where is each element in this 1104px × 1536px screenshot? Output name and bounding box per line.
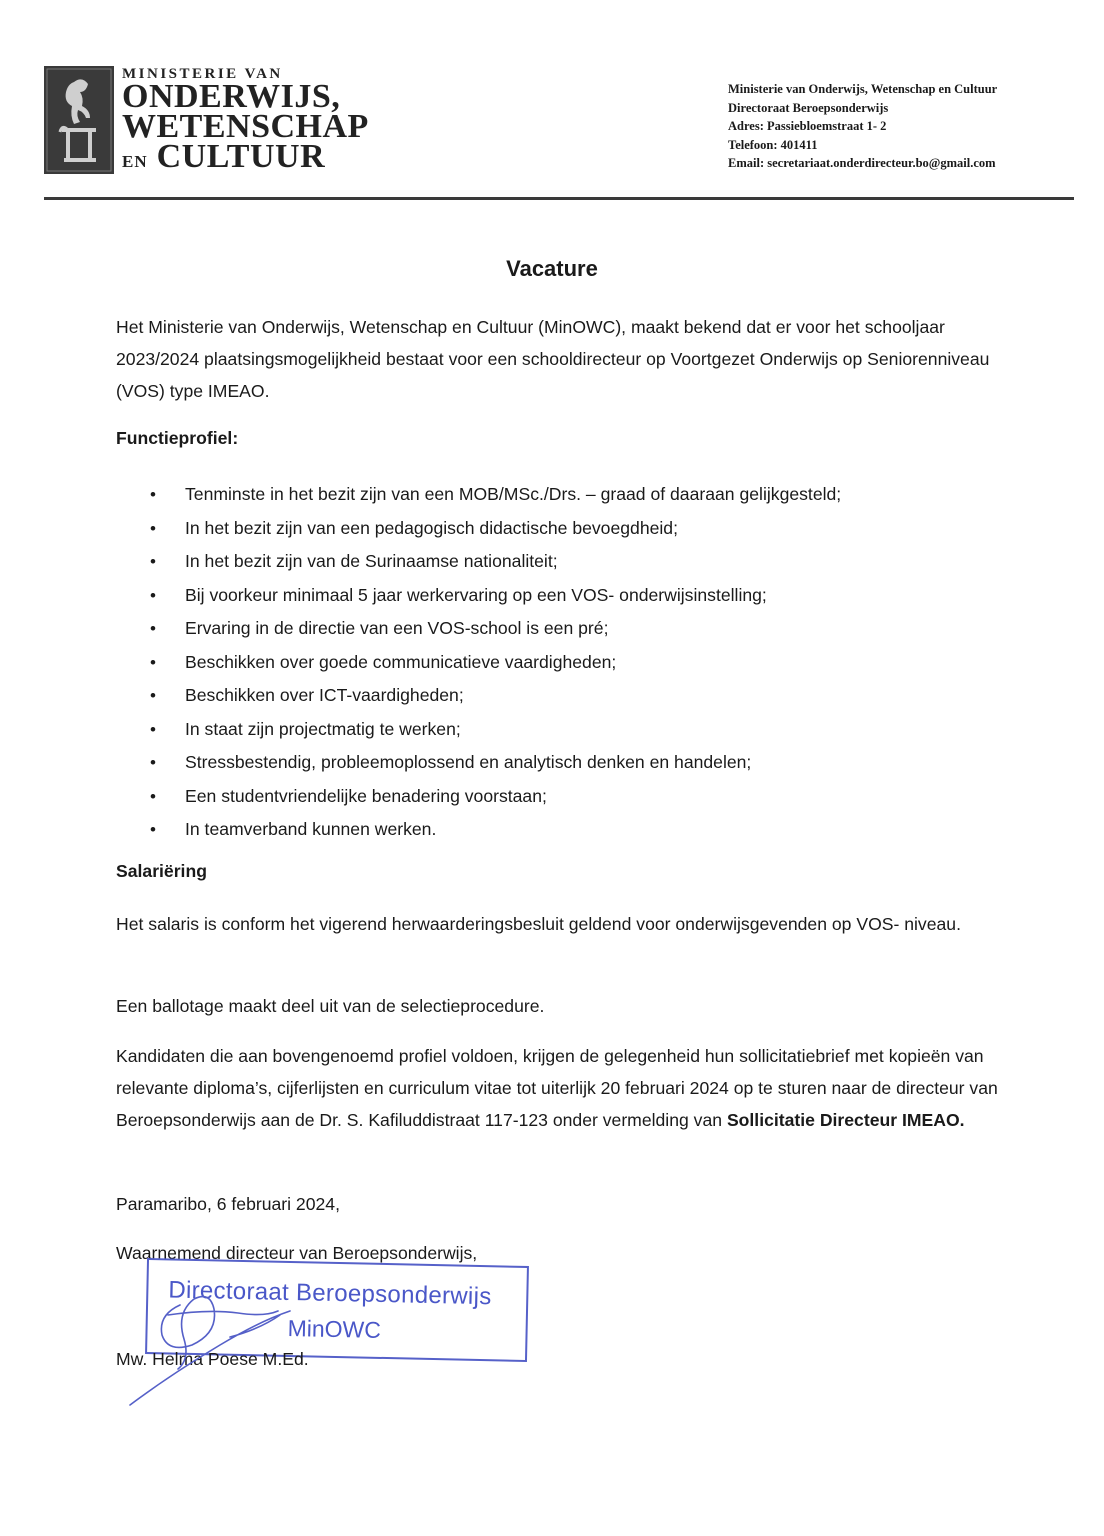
letterhead-divider — [44, 197, 1074, 200]
list-item: • Een studentvriendelijke benadering voorstaan; — [148, 780, 841, 814]
signatory-name: Mw. Helma Poese M.Ed. — [116, 1349, 309, 1369]
list-item: • Stressbestendig, probleemoplossend en analytisch denken en handelen; — [148, 746, 841, 780]
logo-word-cultuur: CULTUUR — [156, 138, 326, 175]
address-street: Adres: Passiebloemstraat 1- 2 — [728, 119, 887, 133]
list-item: • Beschikken over ICT-vaardigheden; — [148, 679, 841, 713]
logo-line-wetenschap: WETENSCHAP — [122, 108, 369, 145]
list-item: • In het bezit zijn van een pedagogisch didactische bevoegdheid; — [148, 512, 841, 546]
address-directorate: Directoraat Beroepsonderwijs — [728, 100, 889, 115]
signatory-role: Waarnemend directeur van Beroepsonderwijs, — [116, 1243, 478, 1263]
list-item: • Ervaring in de directie van een VOS-school is een pré; — [148, 612, 841, 646]
list-item: • Beschikken over goede communicatieve vaardigheden; — [148, 646, 841, 680]
stamp-line-minowc: MinOWC — [287, 1314, 382, 1343]
logo-word-en: EN — [122, 152, 148, 171]
list-item: • Tenminste in het bezit zijn van een MOB/MSc./Drs. – graad of daaraan gelijkgesteld; — [148, 478, 841, 512]
salary-heading: Salariëring — [116, 861, 207, 881]
intro-paragraph: Het Ministerie van Onderwijs, Wetenschap en Cultuur (MinOWC), maakt bekend dat er voor het schooljaar 2023/2024 plaatsingsmogelijkheid bestaat voor een schooldirecteur op Voortgezet Onderwijs op Seniorenniveau (VOS) type IMEAO. — [116, 317, 990, 401]
list-item: • Bij voorkeur minimaal 5 jaar werkervaring op een VOS- onderwijsinstelling; — [148, 579, 841, 613]
address-ministry: Ministerie van Onderwijs, Wetenschap en Cultuur — [728, 82, 998, 96]
stamp-line-directorate: Directoraat Beroepsonderwijs — [168, 1276, 492, 1311]
ministry-logo-text — [122, 66, 369, 177]
list-item: • In teamverband kunnen werken. — [148, 813, 841, 847]
address-phone: Telefoon: 401411 — [728, 137, 818, 152]
handwritten-signature — [120, 1255, 420, 1425]
profile-heading: Functieprofiel: — [116, 428, 239, 448]
address-email: Email: secretariaat.onderdirecteur.bo@gmail.com — [728, 156, 996, 170]
application-text: Kandidaten die aan bovengenoemd profiel voldoen, krijgen de gelegenheid hun sollicitatiebrief met kopieën van relevante diploma’s, cijferlijsten en curriculum vitae tot uiterlijk 20 februari 2024 op te sturen naar de directeur van Beroepsonderwijs aan de Dr. S. Kafiluddistraat 117-123 onder vermelding van — [116, 1046, 998, 1130]
profile-list — [148, 478, 841, 847]
logo-line-onderwijs: ONDERWIJS, — [122, 78, 341, 115]
page-title: Vacature — [506, 256, 598, 281]
ballotage-paragraph: Een ballotage maakt deel uit van de selectieprocedure. — [116, 996, 545, 1016]
list-item: • In het bezit zijn van de Surinaamse nationaliteit; — [148, 545, 841, 579]
application-subject: Sollicitatie Directeur IMEAO. — [726, 1110, 965, 1130]
ministry-emblem-icon — [44, 66, 114, 174]
logo-line-cultuur — [122, 138, 369, 177]
letterhead-address — [728, 80, 997, 173]
logo-line-ministerie: MINISTERIE VAN — [122, 66, 283, 82]
salary-paragraph: Het salaris is conform het vigerend herwaarderingsbesluit geldend voor onderwijsgevenden op VOS- niveau. — [116, 914, 961, 934]
application-paragraph — [116, 1040, 1016, 1136]
list-item: • In staat zijn projectmatig te werken; — [148, 713, 841, 747]
place-date: Paramaribo, 6 februari 2024, — [116, 1194, 340, 1214]
